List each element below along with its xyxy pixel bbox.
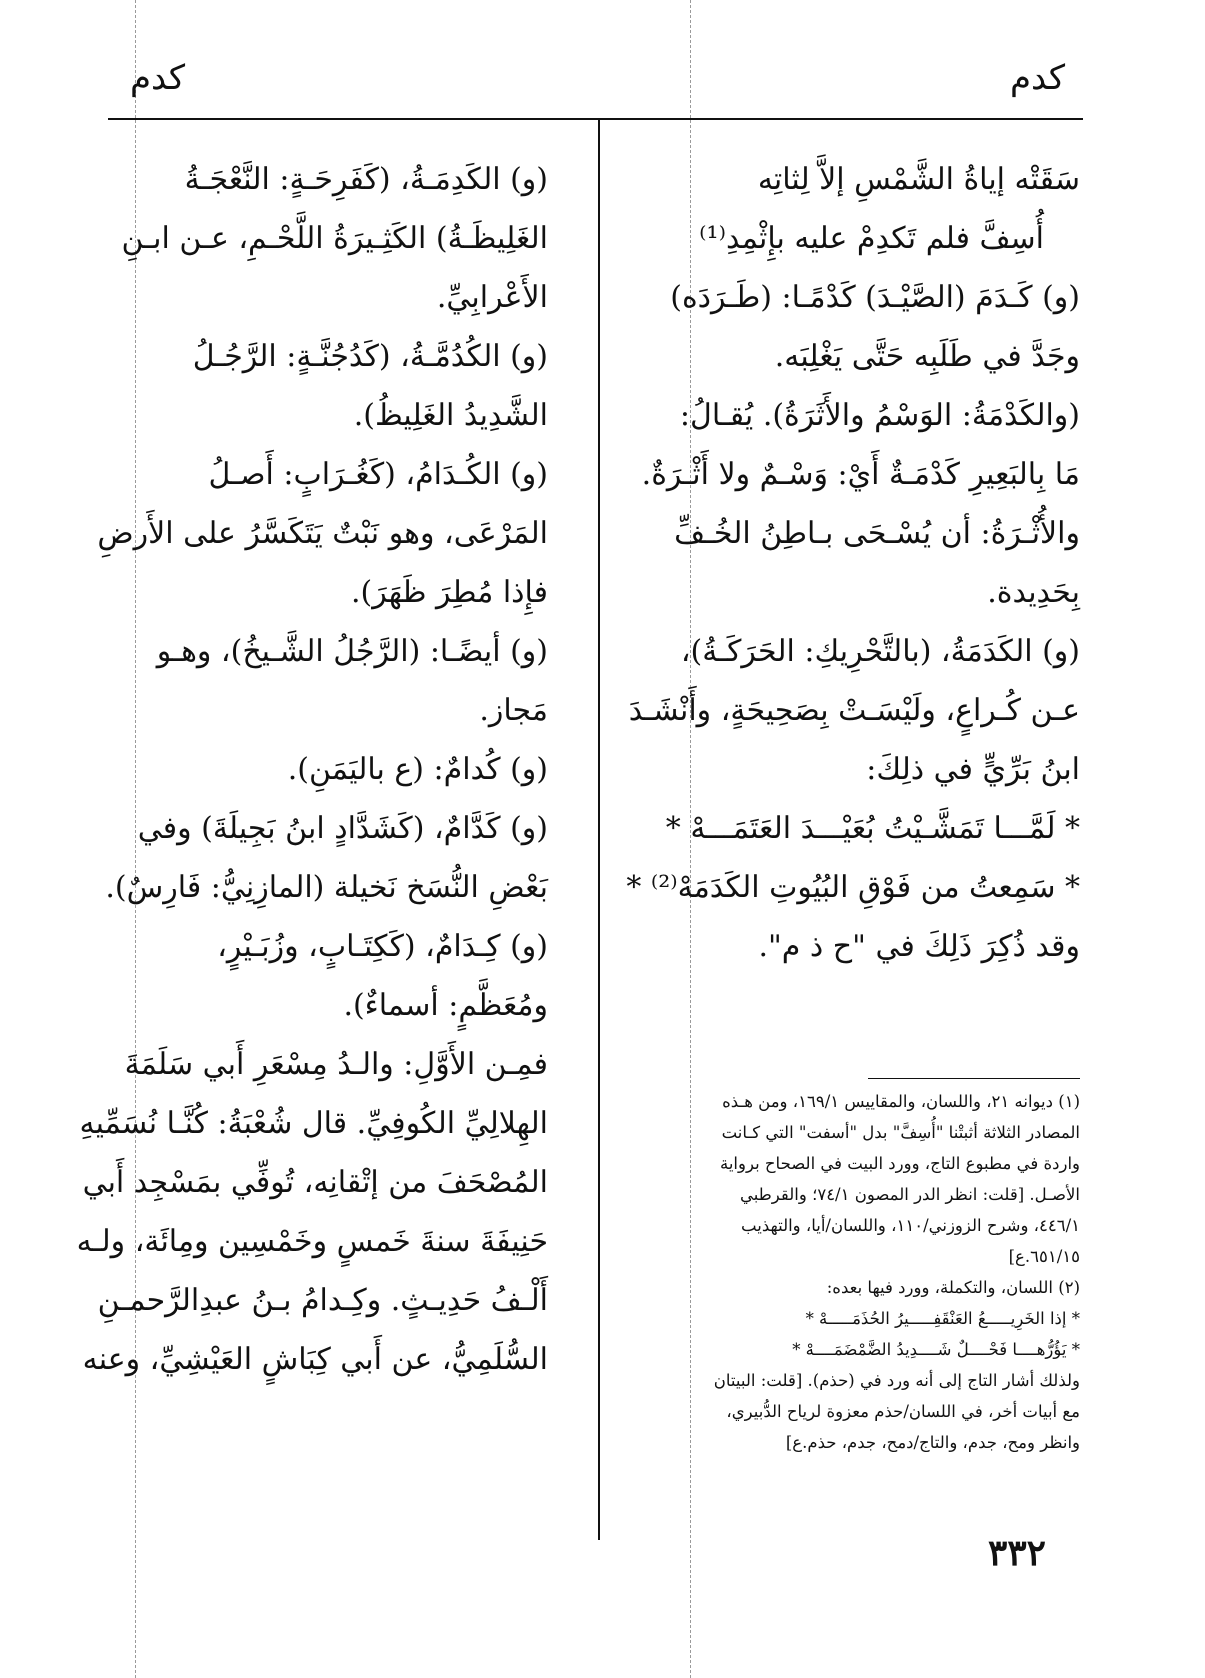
text-line: المَرْعَى، وهو نَبْتٌ يَتَكَسَّرُ على الأَرضِ	[97, 516, 548, 551]
footnote-line: ٤٤٦/١، وشرح الزوزني/١١٠، واللسان/أيا، والتهذيب	[741, 1216, 1080, 1235]
page-number: ٣٣٢	[988, 1532, 1047, 1574]
text-line: الهِلالِيِّ الكُوفِيِّ. قال شُعْبَةُ: كُنَّـا نُسَمِّيهِ	[79, 1106, 548, 1141]
text-line: (و) الكُدُمَّـةُ، (كَدُجُنَّـةٍ: الرَّجُـلُ	[192, 339, 548, 374]
column-divider	[598, 120, 600, 1540]
footnote-line: واردة في مطبوع التاج، وورد البيت في الصحاح برواية	[719, 1154, 1080, 1173]
text-line: أُسِفَّ فلم تَكدِمْ عليه بإِثْمِدِ⁽¹⁾	[699, 221, 1044, 256]
text-line: والأُثْـرَةُ: أن يُسْـحَى بـاطِنُ الخُـفِّ	[674, 516, 1080, 551]
text-line: (و) أيضًـا: (الرَّجُلُ الشَّـيخُ)، وهـو	[156, 634, 548, 669]
text-line: وجَدَّ في طَلَبِه حَتَّى يَغْلِبَه.	[774, 339, 1080, 374]
text-line: مَجاز.	[479, 693, 548, 728]
text-line: (والكَدْمَةُ: الوَسْمُ والأَثَرَةُ). يُقـالُ:	[679, 398, 1080, 433]
footnote-line: ولذلك أشار التاج إلى أنه ورد في (حذم). [قلت: البيتان	[713, 1371, 1080, 1390]
footnote-line: (١) ديوانه ٢١، واللسان، والمقاييس ١٦٩/١، ومن هـذه	[722, 1092, 1080, 1111]
text-line: عـن كُـراعٍ، ولَيْسَـتْ بِصَحِيحَةٍ، وأَنْشَـدَ	[628, 693, 1080, 728]
text-line: الغَلِيظَـةُ) الكَثِـيرَةُ اللَّحْـمِ، عـن ابـنِ	[121, 221, 548, 256]
text-line: ومُعَظَّمٍ: أسماءٌ).	[343, 988, 548, 1023]
text-line: (و) كَدَّامٌ، (كَشَدَّادٍ ابنُ بَجِيلَةَ) وفي	[137, 811, 548, 846]
text-line: بَعْضِ النُّسَخ نَخيلة (المازِنِيُّ: فَارِسٌ).	[105, 870, 548, 905]
text-line: (و) كُدامٌ: (ع باليَمَنِ).	[287, 752, 548, 787]
verse-line: * سَمِعتُ من فَوْقِ البُيُوتِ الكَدَمَهْ⁽²⁾ *	[626, 870, 1080, 905]
footnotes	[640, 1086, 1080, 1458]
running-head-right: كدم	[1010, 58, 1066, 98]
footnote-verse-line: * إذا الخَرِيـــــعُ العَنْقَفِـــــيرُ الحُذَمَـــــهْ *	[805, 1309, 1080, 1328]
text-line: (و) كِـدَامٌ، (كَكِتَـابٍ، وزُبَـيْرٍ،	[217, 929, 548, 964]
footnote-rule	[868, 1078, 1080, 1079]
footnote-line: المصادر الثلاثة أثبتْنا "أُسِفَّ" بدل "أسفت" التي كـانت	[721, 1123, 1080, 1142]
left-column	[76, 150, 548, 1389]
text-line: الشَّدِيدُ الغَلِيظُ).	[353, 398, 548, 433]
text-line: (و) الكُـدَامُ، (كَغُـرَابٍ: أَصـلُ	[208, 457, 548, 492]
text-line: ابنُ بَرِّيٍّ في ذلِكَ:	[866, 752, 1080, 787]
text-line: الأَعْرابِيِّ.	[436, 280, 548, 315]
text-line: أَلْـفُ حَدِيـثٍ. وكِـدامُ بـنُ عبدِالرَّحمـنِ	[97, 1283, 548, 1318]
text-line: حَنِيفَةَ سنةَ خَمسٍ وخَمْسِين ومِائَة، ولـه	[76, 1224, 548, 1259]
footnote-line: وانظر ومح، جدم، والتاج/دمح، جدم، حذم.ع]	[785, 1433, 1080, 1452]
text-line: (و) الكَدَمَةُ، (بالتَّحْرِيكِ: الحَرَكَـةُ)،	[680, 634, 1080, 669]
text-line: فمِـن الأَوَّلِ: والـدُ مِسْعَرِ أَبي سَلَمَةَ	[124, 1047, 548, 1082]
text-line: فإِذا مُطِرَ ظَهَرَ).	[351, 575, 548, 610]
header-rule	[108, 118, 1083, 120]
text-line: السُّلَمِيُّ، عن أَبي كِبَاشٍ العَيْشِيِّ، وعنه	[82, 1342, 548, 1377]
footnote-line: ٦٥١/١٥.ع]	[1008, 1247, 1080, 1266]
text-line: (و) كَـدَمَ (الصَّيْـدَ) كَدْمًـا: (طَـرَدَه)	[670, 280, 1080, 315]
text-line: سَقَتْه إياةُ الشَّمْسِ إلاَّ لِثاتِه	[757, 162, 1080, 197]
text-line: مَا بِالبَعِيرِ كَدْمَـةٌ أَيْ: وَسْـمٌ ولا أَثْـرَةٌ.	[641, 457, 1080, 492]
footnote-line: (٢) اللسان، والتكملة، وورد فيها بعده:	[826, 1278, 1080, 1297]
verse-line: * لَمَّـــا تَمَشَّـيْتُ بُعَيْـــدَ العَتَمَـــهْ *	[665, 811, 1080, 846]
footnote-line: مع أبيات أخر، في اللسان/حذم معزوة لرياح الدُّبيري،	[726, 1402, 1080, 1421]
text-line: وقد ذُكِرَ ذَلِكَ في "ح ذ م".	[758, 929, 1080, 964]
text-line: بِحَدِيدة.	[987, 575, 1080, 610]
footnote-verse-line: * يَؤُرُّهــــا فَحْــــلٌ شَــــدِيدُ الضَّمْضَمَــــهْ *	[792, 1340, 1080, 1359]
footnote-line: الأصـل. [قلت: انظر الدر المصون ٧٤/١؛ والقرطبي	[739, 1185, 1080, 1204]
text-line: المُصْحَفَ من إتْقانِه، تُوفِّي بمَسْجِد أَبي	[82, 1165, 548, 1200]
right-column	[626, 150, 1080, 976]
text-line: (و) الكَدِمَـةُ، (كَفَرِحَـةٍ: النَّعْجَـةُ	[184, 162, 548, 197]
running-head-left: كدم	[130, 58, 186, 98]
